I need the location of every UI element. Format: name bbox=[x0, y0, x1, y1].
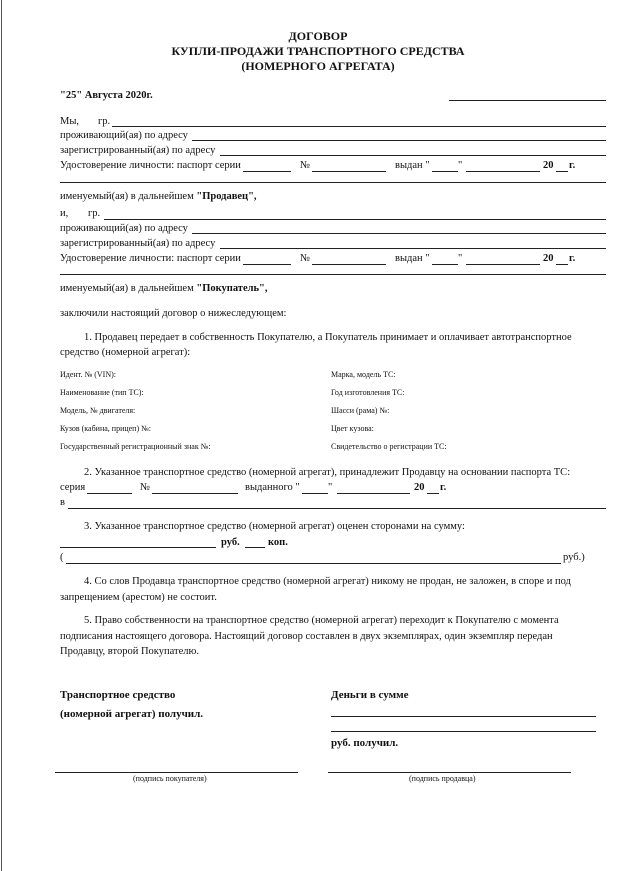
seller-year-prefix: 20 bbox=[543, 160, 554, 171]
seller-passport-series-field[interactable] bbox=[243, 171, 291, 172]
clause-2-month-field[interactable] bbox=[337, 493, 410, 494]
buyer-name-field[interactable] bbox=[104, 219, 606, 220]
vehicle-engine: Модель, № двигателя: bbox=[60, 406, 136, 415]
clause-3-kop: коп. bbox=[268, 537, 288, 548]
buyer-signature-caption: (подпись покупателя) bbox=[133, 774, 207, 783]
buyer-extra-line[interactable] bbox=[60, 274, 606, 275]
clause-2-issued-label: выданного " bbox=[245, 482, 300, 493]
clause-4-line-1: 4. Со слов Продавца транспортное средство (номерной агрегат) никому не продан, не заложен, в споре и под bbox=[84, 576, 571, 587]
money-amount-field-2[interactable] bbox=[331, 731, 596, 732]
clause-1-line-1: 1. Продавец передает в собственность Покупателю, а Покупатель принимает и оплачивает автотранспортное bbox=[84, 332, 572, 343]
buyer-named-label: именуемый(ая) в дальнейшем "Покупатель", bbox=[60, 283, 268, 294]
clause-1-line-2: средство (номерной агрегат): bbox=[60, 347, 191, 358]
seller-role: "Продавец", bbox=[196, 191, 257, 202]
buyer-issued-day-field[interactable] bbox=[432, 264, 458, 265]
clause-2-year-prefix: 20 bbox=[414, 482, 425, 493]
seller-issued-month-field[interactable] bbox=[466, 171, 540, 172]
buyer-year-prefix: 20 bbox=[543, 253, 554, 264]
clause-3-open-paren: ( bbox=[60, 552, 64, 563]
city-line[interactable] bbox=[449, 100, 606, 101]
seller-id-label: Удостоверение личности: паспорт серии bbox=[60, 160, 241, 171]
buyer-residing-label: проживающий(ая) по адресу bbox=[60, 223, 188, 234]
seller-year-field[interactable] bbox=[556, 171, 568, 172]
clause-2-issuer-field[interactable] bbox=[68, 508, 606, 509]
clause-2-year-suffix: г. bbox=[440, 482, 447, 493]
seller-signature-line[interactable] bbox=[328, 772, 571, 773]
vehicle-make: Марка, модель ТС: bbox=[331, 370, 396, 379]
clause-2-number-field[interactable] bbox=[152, 493, 238, 494]
buyer-signature-line[interactable] bbox=[55, 772, 298, 773]
clause-2-year-field[interactable] bbox=[427, 493, 439, 494]
buyer-year-suffix: г. bbox=[569, 253, 576, 264]
seller-no-label: № bbox=[300, 160, 311, 171]
clause-2-quote: " bbox=[328, 482, 333, 493]
seller-residing-field[interactable] bbox=[192, 140, 606, 141]
seller-registered-label: зарегистрированный(ая) по адресу bbox=[60, 145, 216, 156]
title-line-3: (НОМЕРНОГО АГРЕГАТА) bbox=[241, 59, 395, 73]
seller-name-field[interactable] bbox=[112, 126, 606, 127]
buyer-role: "Покупатель", bbox=[196, 283, 268, 294]
clause-5-line-1: 5. Право собственности на транспортное средство (номерной агрегат) переходит к Покупателю с момента bbox=[84, 615, 559, 626]
signature-left-line-1: Транспортное средство bbox=[60, 689, 176, 701]
title-line-1: ДОГОВОР bbox=[288, 29, 348, 43]
clause-3-amount-words-field[interactable] bbox=[66, 563, 561, 564]
clause-5-line-2: подписания настоящего договора. Настоящий договор составлен в двух экземплярах, один экземпляр передан bbox=[60, 631, 553, 642]
buyer-registered-label: зарегистрированный(ая) по адресу bbox=[60, 238, 216, 249]
buyer-passport-number-field[interactable] bbox=[312, 264, 386, 265]
buyer-and: и, bbox=[60, 208, 69, 219]
vehicle-name: Наименование (тип ТС): bbox=[60, 388, 144, 397]
clause-2-series-label: серия bbox=[60, 482, 86, 493]
seller-issued-quote: " bbox=[458, 160, 463, 171]
seller-issued-label: выдан " bbox=[395, 160, 430, 171]
clause-5-line-3: Продавцу, второй Покупателю. bbox=[60, 646, 199, 657]
buyer-issued-label: выдан " bbox=[395, 253, 430, 264]
buyer-id-label: Удостоверение личности: паспорт серии bbox=[60, 253, 241, 264]
signature-right-line-1: Деньги в сумме bbox=[331, 689, 409, 701]
clause-3-amount-field[interactable] bbox=[60, 547, 216, 548]
clause-3-rub: руб. bbox=[221, 537, 240, 548]
buyer-registered-field[interactable] bbox=[220, 248, 606, 249]
seller-signature-caption: (подпись продавца) bbox=[409, 774, 476, 783]
vehicle-chassis: Шасси (рама) №: bbox=[331, 406, 390, 415]
signature-left-line-2: (номерной агрегат) получил. bbox=[60, 708, 204, 720]
title-line-2: КУПЛИ-ПРОДАЖИ ТРАНСПОРТНОГО СРЕДСТВА bbox=[171, 44, 465, 58]
clause-3-rub-close: руб.) bbox=[563, 552, 585, 563]
seller-residing-label: проживающий(ая) по адресу bbox=[60, 130, 188, 141]
clause-2-day-field[interactable] bbox=[302, 493, 328, 494]
concluded-text: заключили настоящий договор о нижеследующем: bbox=[60, 308, 287, 319]
seller-gr: гр. bbox=[98, 116, 111, 127]
vehicle-cert: Свидетельство о регистрации ТС: bbox=[331, 442, 447, 451]
buyer-residing-field[interactable] bbox=[192, 233, 606, 234]
clause-4-line-2: запрещением (арестом) не состоит. bbox=[60, 592, 217, 603]
buyer-no-label: № bbox=[300, 253, 311, 264]
vehicle-plate: Государственный регистрационный знак №: bbox=[60, 442, 211, 451]
money-amount-field-1[interactable] bbox=[331, 716, 596, 717]
vehicle-color: Цвет кузова: bbox=[331, 424, 374, 433]
seller-passport-number-field[interactable] bbox=[312, 171, 386, 172]
buyer-issued-quote: " bbox=[458, 253, 463, 264]
contract-date: "25" Августа 2020г. bbox=[60, 90, 153, 101]
seller-issued-day-field[interactable] bbox=[432, 171, 458, 172]
page-edge bbox=[1, 0, 2, 871]
clause-3-kop-field[interactable] bbox=[245, 547, 265, 548]
clause-3-line-1: 3. Указанное транспортное средство (номерной агрегат) оценен сторонами на сумму: bbox=[84, 521, 465, 532]
signature-right-line-2: руб. получил. bbox=[331, 737, 399, 749]
buyer-gr: гр. bbox=[88, 208, 101, 219]
buyer-passport-series-field[interactable] bbox=[243, 264, 291, 265]
vehicle-body: Кузов (кабина, прицеп) №: bbox=[60, 424, 151, 433]
clause-2-in-label: в bbox=[60, 497, 65, 508]
seller-we: Мы, bbox=[60, 116, 80, 127]
vehicle-year: Год изготовления ТС: bbox=[331, 388, 405, 397]
buyer-issued-month-field[interactable] bbox=[466, 264, 540, 265]
seller-named-label: именуемый(ая) в дальнейшем "Продавец", bbox=[60, 191, 257, 202]
seller-year-suffix: г. bbox=[569, 160, 576, 171]
buyer-year-field[interactable] bbox=[556, 264, 568, 265]
vehicle-vin: Идент. № (VIN): bbox=[60, 370, 116, 379]
clause-2-no-label: № bbox=[140, 482, 151, 493]
seller-extra-line[interactable] bbox=[60, 182, 606, 183]
clause-2-series-field[interactable] bbox=[87, 493, 132, 494]
seller-registered-field[interactable] bbox=[220, 155, 606, 156]
clause-2-line-1: 2. Указанное транспортное средство (номерной агрегат), принадлежит Продавцу на основании паспорта ТС: bbox=[84, 467, 571, 478]
